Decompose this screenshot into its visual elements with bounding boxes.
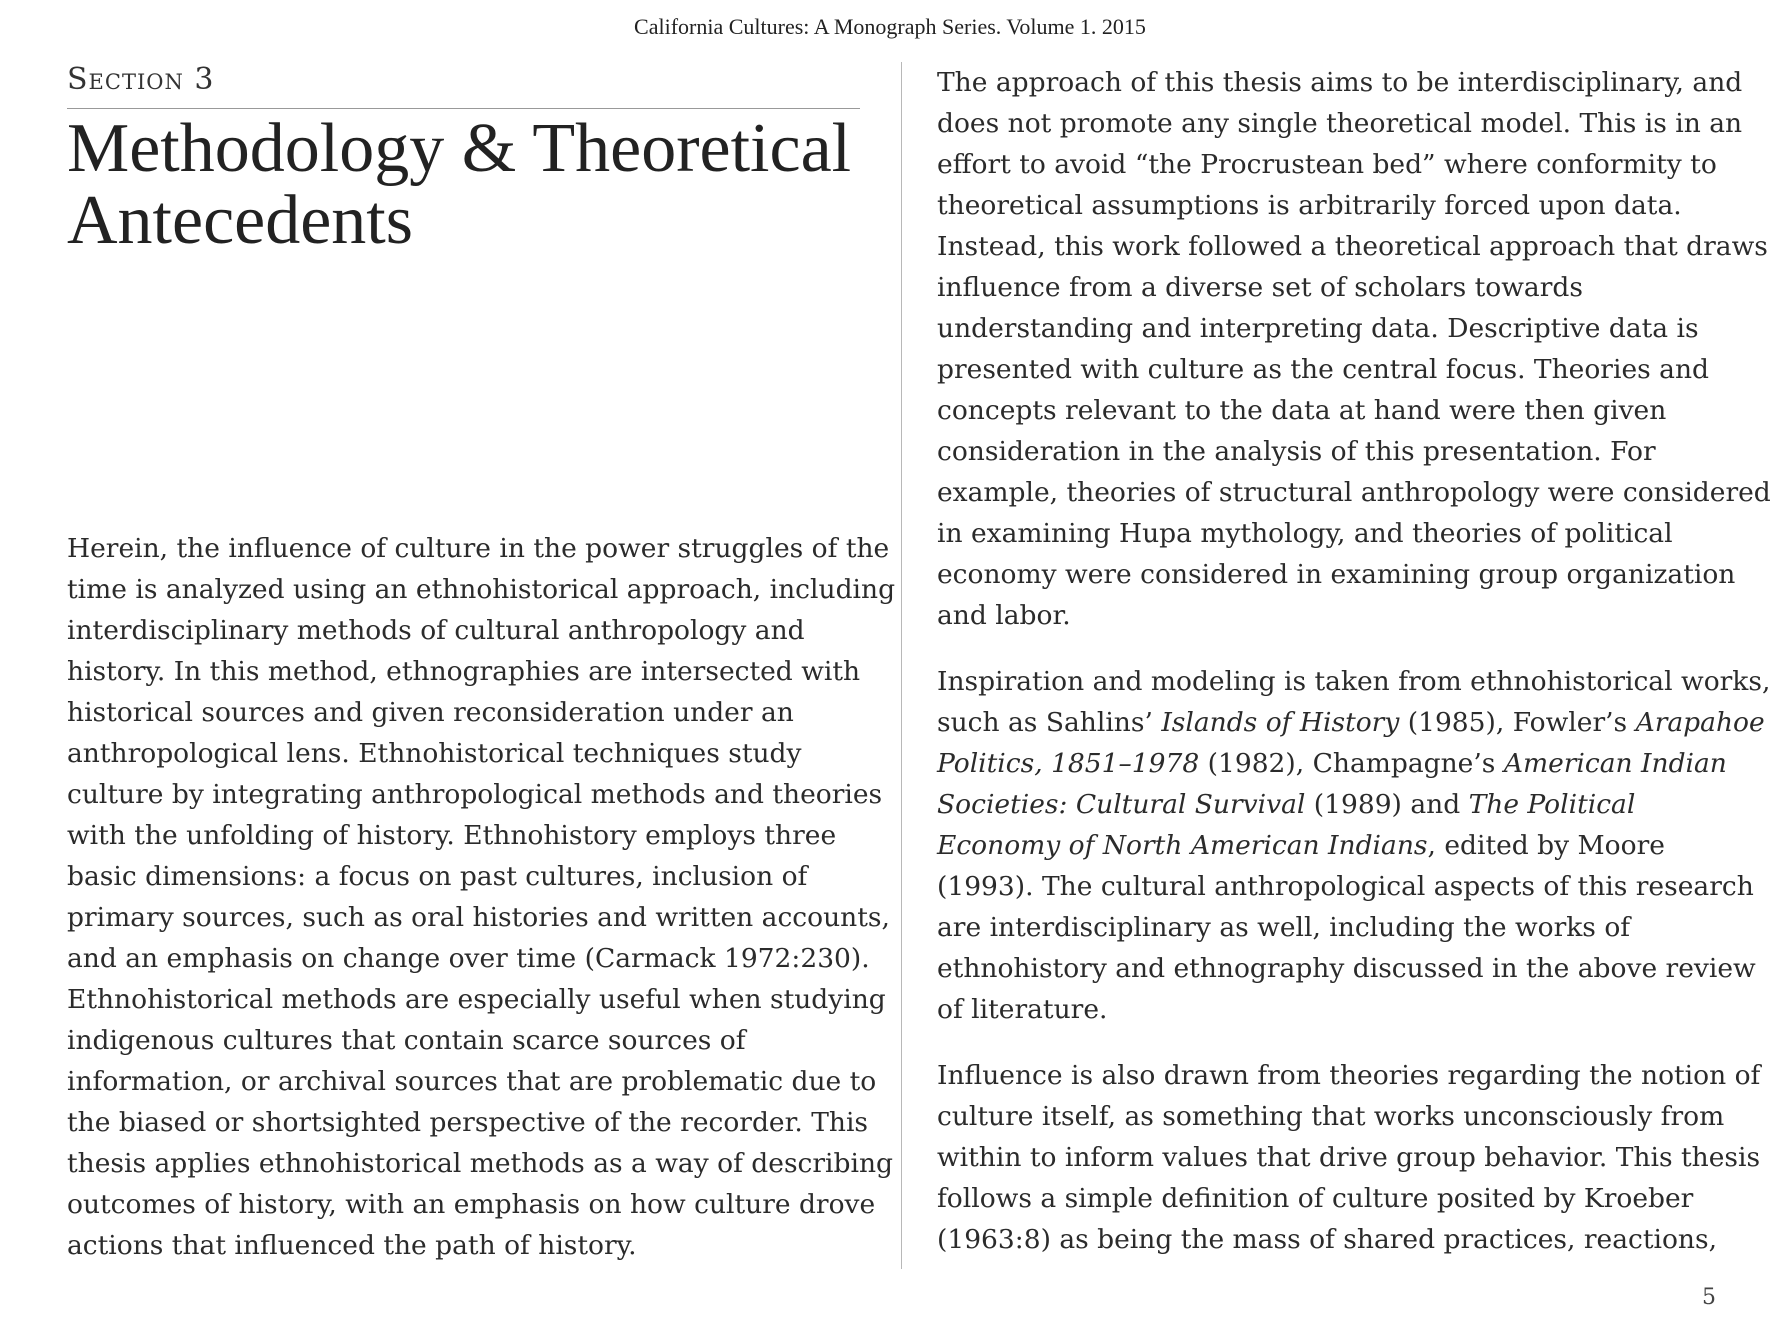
section-title-line: Methodology & Theoretical [67, 110, 852, 187]
book-title: The Political [1468, 789, 1636, 820]
text-line: anthropological lens. Ethnohistorical techniques study [67, 738, 802, 769]
text-line: historical sources and given reconsideration under an [67, 697, 794, 728]
section-rule [67, 108, 860, 109]
section-title-line: Antecedents [67, 182, 413, 259]
section-heading [67, 62, 867, 257]
text-run: such as Sahlins’ [937, 707, 1162, 738]
text-line [937, 784, 1737, 825]
text-line: follows a simple definition of culture posited by Kroeber [937, 1183, 1694, 1214]
text-line: Inspiration and modeling is taken from ethnohistorical works, [937, 666, 1771, 697]
text-run: (1982), Champagne’s [1199, 748, 1504, 779]
text-line: information, or archival sources that are problematic due to [67, 1066, 877, 1097]
section-title [67, 110, 867, 259]
text-line: in examining Hupa mythology, and theories of political [937, 518, 1673, 549]
text-line: The approach of this thesis aims to be interdisciplinary, and [937, 67, 1743, 98]
text-line: basic dimensions: a focus on past cultures, inclusion of [67, 861, 808, 892]
text-line: Ethnohistorical methods are especially useful when studying [67, 984, 886, 1015]
text-line: Herein, the influence of culture in the power struggles of the [67, 533, 890, 564]
text-line: time is analyzed using an ethnohistorical approach, including [67, 574, 896, 605]
book-title: Societies: Cultural Survival [937, 789, 1306, 820]
text-line: ethnohistory and ethnography discussed in the above review [937, 953, 1756, 984]
right-column [937, 62, 1771, 1285]
book-title: Politics, 1851–1978 [937, 748, 1200, 779]
text-line: Instead, this work followed a theoretical approach that draws [937, 231, 1768, 262]
text-line: are interdisciplinary as well, including the works of [937, 912, 1631, 943]
text-line: influence from a diverse set of scholars towards [937, 272, 1583, 303]
text-line: culture by integrating anthropological methods and theories [67, 779, 883, 810]
paragraph-approach [937, 62, 1771, 636]
text-line: outcomes of history, with an emphasis on how culture drove [67, 1189, 876, 1220]
text-line: economy were considered in examining group organization [937, 559, 1736, 590]
book-title: Economy of North American Indians [937, 830, 1428, 861]
text-line: of literature. [937, 994, 1108, 1025]
text-line: Influence is also drawn from theories regarding the notion of [937, 1060, 1761, 1091]
text-line: presented with culture as the central focus. Theories and [937, 354, 1709, 385]
book-title: American Indian [1503, 748, 1727, 779]
page-number: 5 [1702, 1285, 1716, 1310]
text-line: culture itself, as something that works unconsciously from [937, 1101, 1725, 1132]
text-line [937, 743, 1737, 784]
text-line: theoretical assumptions is arbitrarily forced upon data. [937, 190, 1682, 221]
section-label: Section 3 [67, 62, 215, 97]
text-line [937, 825, 1737, 866]
text-run: (1989) and [1305, 789, 1469, 820]
text-line: indigenous cultures that contain scarce sources of [67, 1025, 746, 1056]
text-line: does not promote any single theoretical model. This is in an [937, 108, 1743, 139]
book-title: Islands of History [1161, 707, 1400, 738]
text-line: actions that influenced the path of history. [67, 1230, 637, 1261]
text-line: thesis applies ethnohistorical methods as a way of describing [67, 1148, 894, 1179]
text-line: history. In this method, ethnographies are intersected with [67, 656, 861, 687]
left-paragraph [67, 528, 896, 1266]
text-line: within to inform values that drive group behavior. This thesis [937, 1142, 1761, 1173]
text-line: interdisciplinary methods of cultural anthropology and [67, 615, 805, 646]
running-header: California Cultures: A Monograph Series. Volume 1. 2015 [634, 14, 1146, 39]
book-title: Arapahoe [1635, 707, 1765, 738]
text-line: example, theories of structural anthropology were considered [937, 477, 1771, 508]
paragraph-influence [937, 1055, 1761, 1260]
text-line: (1993). The cultural anthropological aspects of this research [937, 871, 1754, 902]
column-divider [901, 62, 902, 1269]
text-line: understanding and interpreting data. Descriptive data is [937, 313, 1699, 344]
text-line: concepts relevant to the data at hand were then given [937, 395, 1667, 426]
text-run: (1985), Fowler’s [1399, 707, 1636, 738]
text-line [937, 702, 1765, 743]
text-line: the biased or shortsighted perspective of the recorder. This [67, 1107, 869, 1138]
text-line: and an emphasis on change over time (Carmack 1972:230). [67, 943, 870, 974]
text-line: with the unfolding of history. Ethnohistory employs three [67, 820, 837, 851]
text-line: and labor. [937, 600, 1071, 631]
text-run: , edited by Moore [1427, 830, 1665, 861]
text-line: primary sources, such as oral histories and written accounts, [67, 902, 890, 933]
text-line: consideration in the analysis of this presentation. For [937, 436, 1656, 467]
text-line: effort to avoid “the Procrustean bed” where conformity to [937, 149, 1717, 180]
text-line: (1963:8) as being the mass of shared practices, reactions, [937, 1224, 1718, 1255]
paragraph-inspiration [937, 661, 1771, 1030]
